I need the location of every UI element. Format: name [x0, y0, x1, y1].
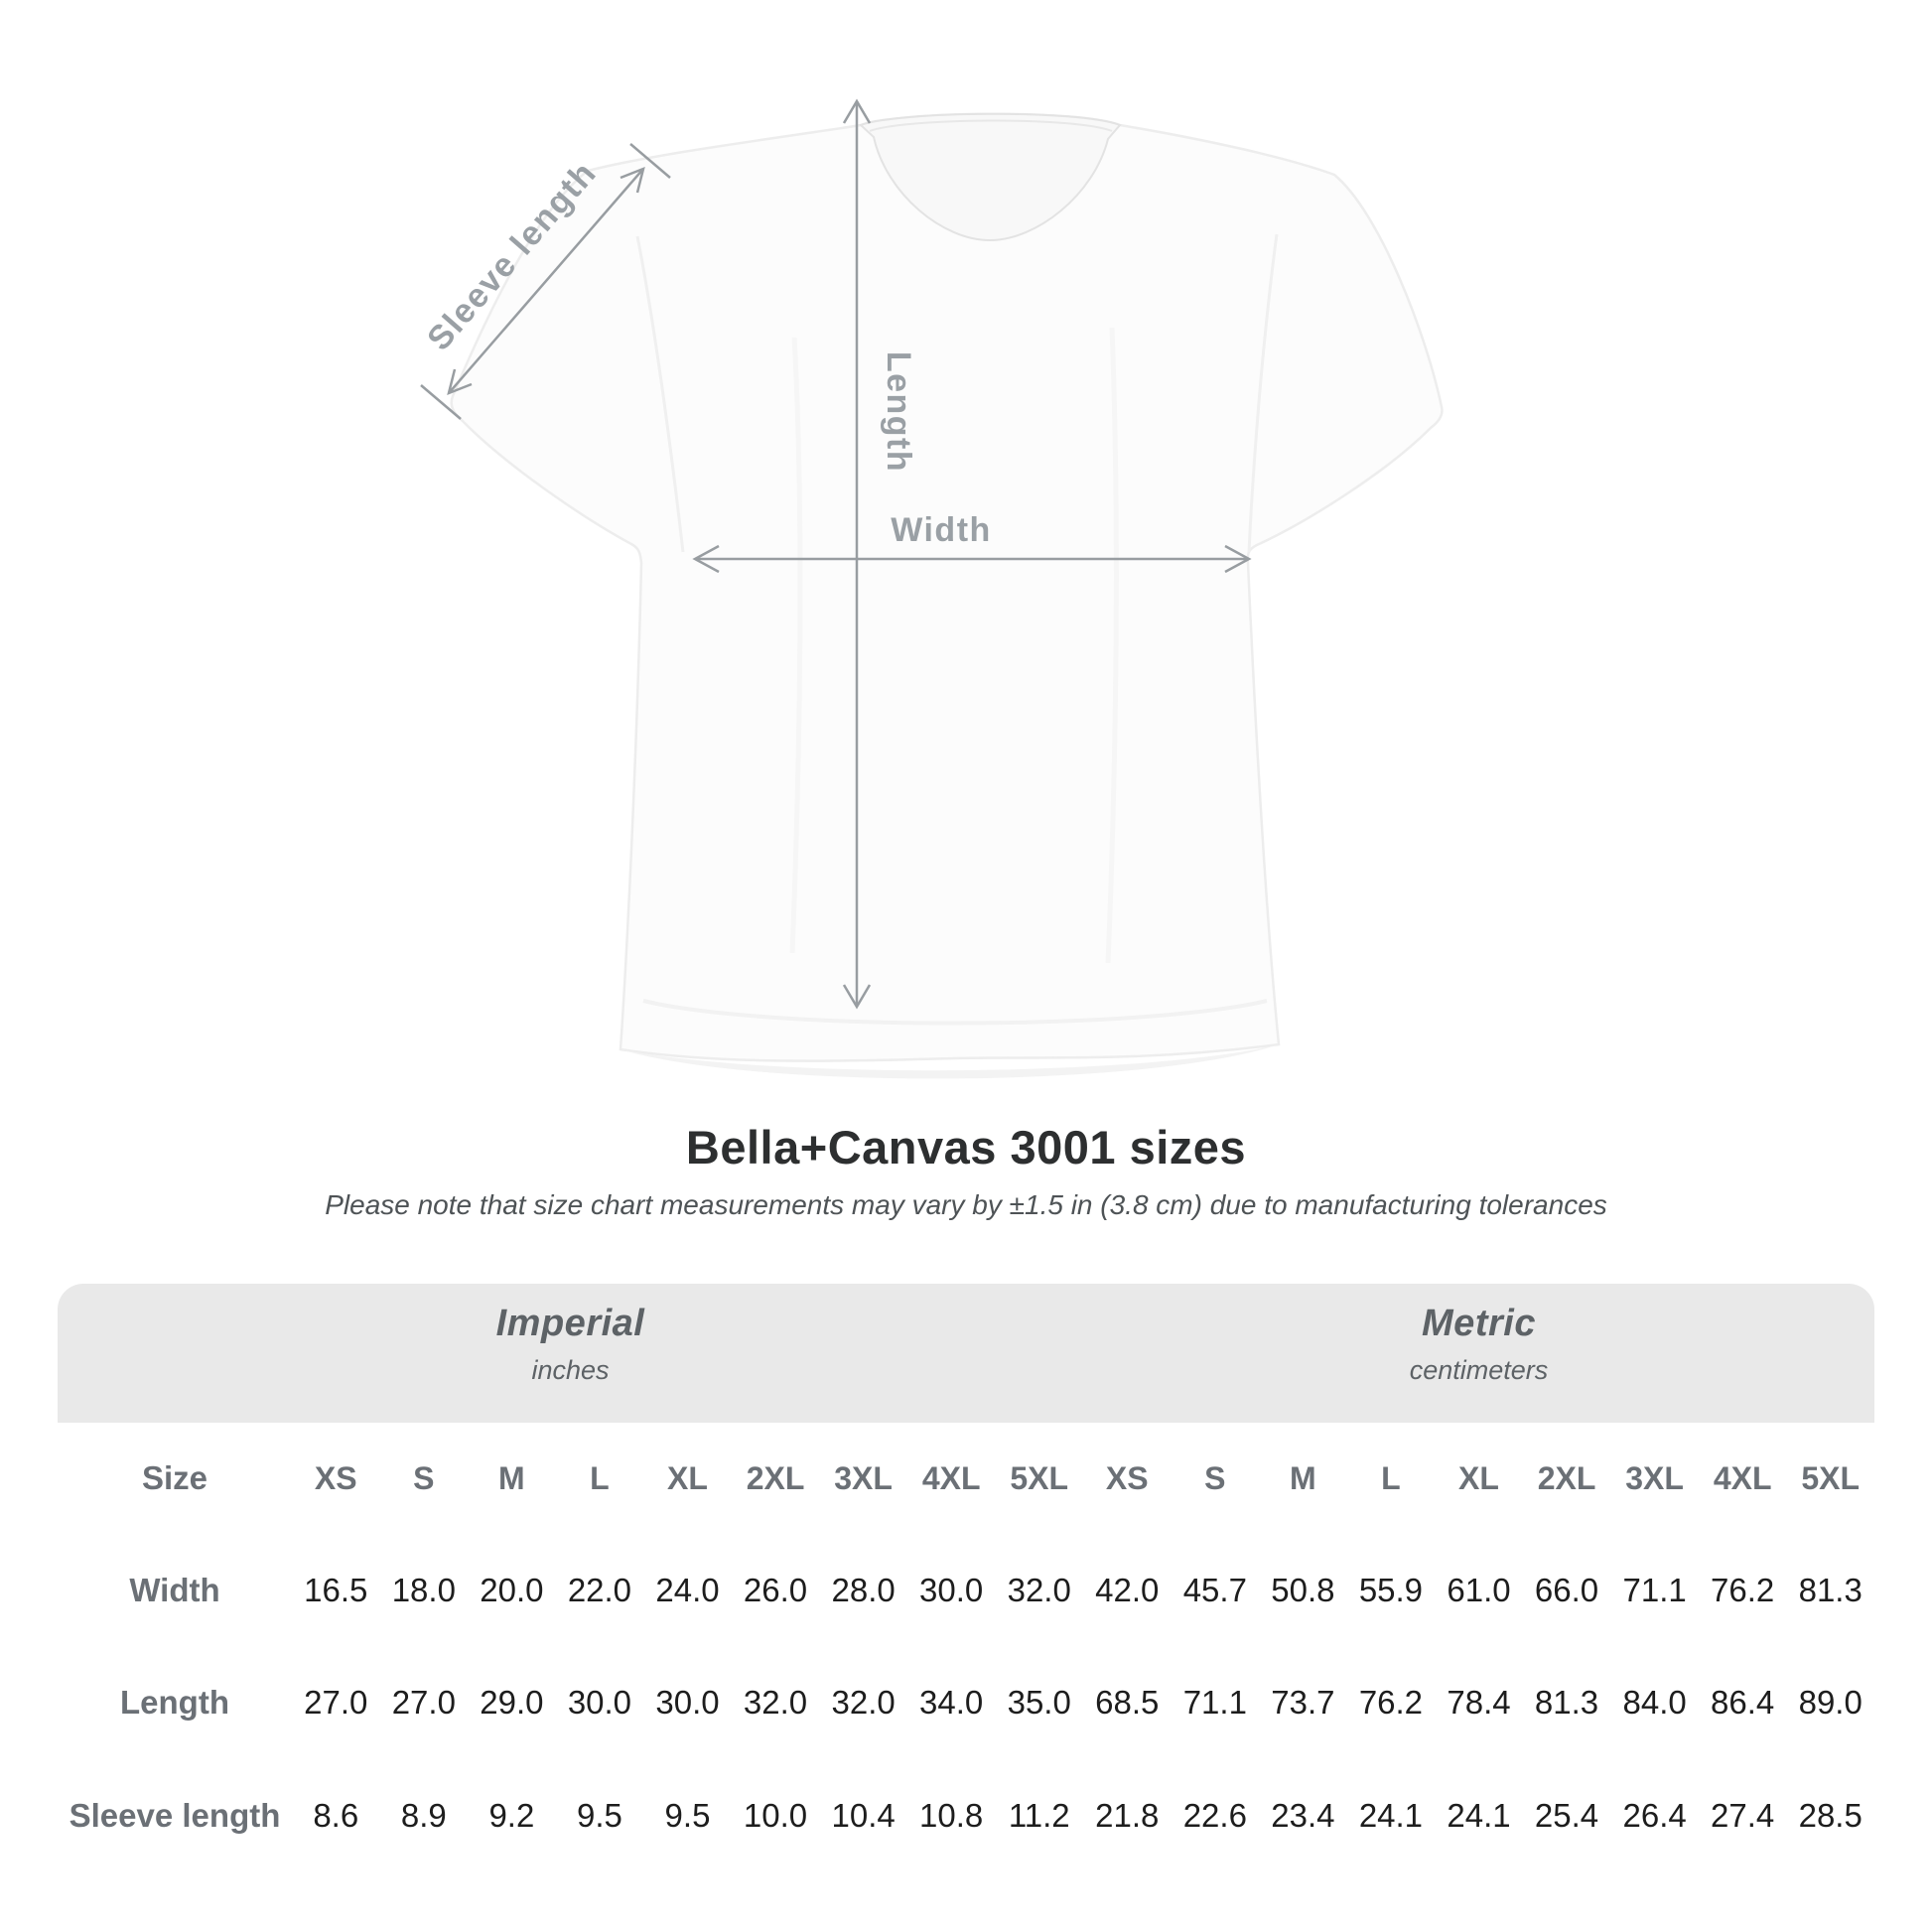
- width-imperial-4xl: 30.0: [919, 1571, 984, 1608]
- sleeve-imperial-xs: 8.6: [313, 1796, 359, 1834]
- length-annotation-label: Length: [880, 350, 917, 474]
- col-header-imperial-s: S: [413, 1459, 435, 1496]
- imperial-section-header: [58, 1284, 1083, 1423]
- col-header-imperial-3xl: 3XL: [834, 1459, 893, 1496]
- sleeve-imperial-4xl: 10.8: [919, 1796, 984, 1834]
- width-imperial-xs: 16.5: [304, 1571, 368, 1608]
- col-header-metric-5xl: 5XL: [1801, 1459, 1861, 1496]
- sleeve-imperial-2xl: 10.0: [743, 1796, 808, 1834]
- row-label-width: Width: [129, 1571, 220, 1608]
- sleeve-metric-s: 22.6: [1182, 1796, 1247, 1834]
- col-header-metric-l: L: [1381, 1459, 1401, 1496]
- width-imperial-s: 18.0: [391, 1571, 456, 1608]
- page-title: Bella+Canvas 3001 sizes: [685, 1121, 1247, 1173]
- sleeve-imperial-s: 8.9: [400, 1796, 447, 1834]
- col-header-imperial-xs: XS: [314, 1459, 357, 1496]
- width-metric-4xl: 76.2: [1711, 1571, 1775, 1608]
- sleeve-metric-5xl: 28.5: [1798, 1796, 1863, 1834]
- length-imperial-3xl: 32.0: [831, 1684, 896, 1721]
- length-metric-4xl: 86.4: [1711, 1684, 1775, 1721]
- size-corner-label: Size: [141, 1459, 208, 1496]
- length-metric-m: 73.7: [1271, 1684, 1335, 1721]
- width-annotation-label: Width: [891, 511, 992, 549]
- sleeve-metric-xs: 21.8: [1095, 1796, 1160, 1834]
- col-header-imperial-5xl: 5XL: [1010, 1459, 1069, 1496]
- sleeve-metric-xl: 24.1: [1447, 1796, 1511, 1834]
- tshirt-illustration: [452, 114, 1443, 1079]
- length-metric-xl: 78.4: [1447, 1684, 1511, 1721]
- width-imperial-m: 20.0: [480, 1571, 544, 1608]
- col-header-metric-3xl: 3XL: [1625, 1459, 1684, 1496]
- metric-section-header: [1083, 1284, 1874, 1423]
- length-metric-l: 76.2: [1358, 1684, 1424, 1721]
- metric-label: Metric: [1422, 1303, 1536, 1344]
- sleeve-metric-3xl: 26.4: [1622, 1796, 1687, 1834]
- length-imperial-m: 29.0: [480, 1684, 544, 1721]
- imperial-label: Imperial: [495, 1303, 645, 1344]
- col-header-metric-m: M: [1290, 1459, 1316, 1496]
- sleeve-imperial-3xl: 10.4: [831, 1796, 896, 1834]
- size-table: [58, 1284, 1874, 1871]
- width-metric-l: 55.9: [1358, 1571, 1424, 1608]
- width-imperial-xl: 24.0: [655, 1571, 720, 1608]
- sleeve-metric-4xl: 27.4: [1711, 1796, 1775, 1834]
- length-imperial-xl: 30.0: [655, 1684, 720, 1721]
- col-header-metric-4xl: 4XL: [1713, 1459, 1772, 1496]
- col-header-metric-xl: XL: [1458, 1459, 1499, 1496]
- width-imperial-3xl: 28.0: [831, 1571, 896, 1608]
- width-metric-2xl: 66.0: [1534, 1571, 1599, 1608]
- col-header-imperial-xl: XL: [667, 1459, 708, 1496]
- length-imperial-xs: 27.0: [304, 1684, 368, 1721]
- width-metric-3xl: 71.1: [1622, 1571, 1687, 1608]
- width-imperial-2xl: 26.0: [743, 1571, 808, 1608]
- length-metric-xs: 68.5: [1095, 1684, 1160, 1721]
- col-header-imperial-l: L: [590, 1459, 610, 1496]
- length-metric-5xl: 89.0: [1798, 1684, 1863, 1721]
- sleeve-length-annotation-label: Sleeve length: [420, 154, 605, 358]
- width-imperial-l: 22.0: [567, 1571, 632, 1608]
- width-metric-5xl: 81.3: [1798, 1571, 1863, 1608]
- width-metric-m: 50.8: [1271, 1571, 1335, 1608]
- width-metric-xs: 42.0: [1095, 1571, 1160, 1608]
- sleeve-metric-l: 24.1: [1358, 1796, 1424, 1834]
- col-header-metric-2xl: 2XL: [1537, 1459, 1596, 1496]
- width-metric-xl: 61.0: [1447, 1571, 1511, 1608]
- length-imperial-l: 30.0: [567, 1684, 632, 1721]
- sleeve-imperial-xl: 9.5: [664, 1796, 711, 1834]
- imperial-unit: inches: [531, 1355, 610, 1385]
- col-header-imperial-2xl: 2XL: [746, 1459, 805, 1496]
- length-imperial-5xl: 35.0: [1007, 1684, 1071, 1721]
- sleeve-metric-m: 23.4: [1271, 1796, 1335, 1834]
- length-imperial-4xl: 34.0: [919, 1684, 984, 1721]
- tshirt-body: [452, 114, 1443, 1061]
- metric-unit: centimeters: [1409, 1355, 1549, 1385]
- row-label-sleeve-length: Sleeve length: [69, 1796, 281, 1834]
- page-subtitle: Please note that size chart measurements may vary by ±1.5 in (3.8 cm) due to manufacturing tolerances: [325, 1189, 1607, 1220]
- sleeve-imperial-l: 9.5: [577, 1796, 622, 1834]
- length-metric-2xl: 81.3: [1534, 1684, 1599, 1721]
- length-metric-3xl: 84.0: [1622, 1684, 1687, 1721]
- length-imperial-2xl: 32.0: [743, 1684, 808, 1721]
- col-header-metric-xs: XS: [1105, 1459, 1149, 1496]
- col-header-imperial-4xl: 4XL: [921, 1459, 981, 1496]
- sleeve-imperial-5xl: 11.2: [1008, 1796, 1070, 1834]
- row-label-length: Length: [120, 1684, 229, 1721]
- sleeve-metric-2xl: 25.4: [1534, 1796, 1599, 1834]
- width-imperial-5xl: 32.0: [1007, 1571, 1071, 1608]
- width-metric-s: 45.7: [1182, 1571, 1247, 1608]
- length-metric-s: 71.1: [1182, 1684, 1247, 1721]
- length-imperial-s: 27.0: [391, 1684, 456, 1721]
- col-header-imperial-m: M: [498, 1459, 525, 1496]
- sleeve-imperial-m: 9.2: [488, 1796, 535, 1834]
- col-header-metric-s: S: [1204, 1459, 1226, 1496]
